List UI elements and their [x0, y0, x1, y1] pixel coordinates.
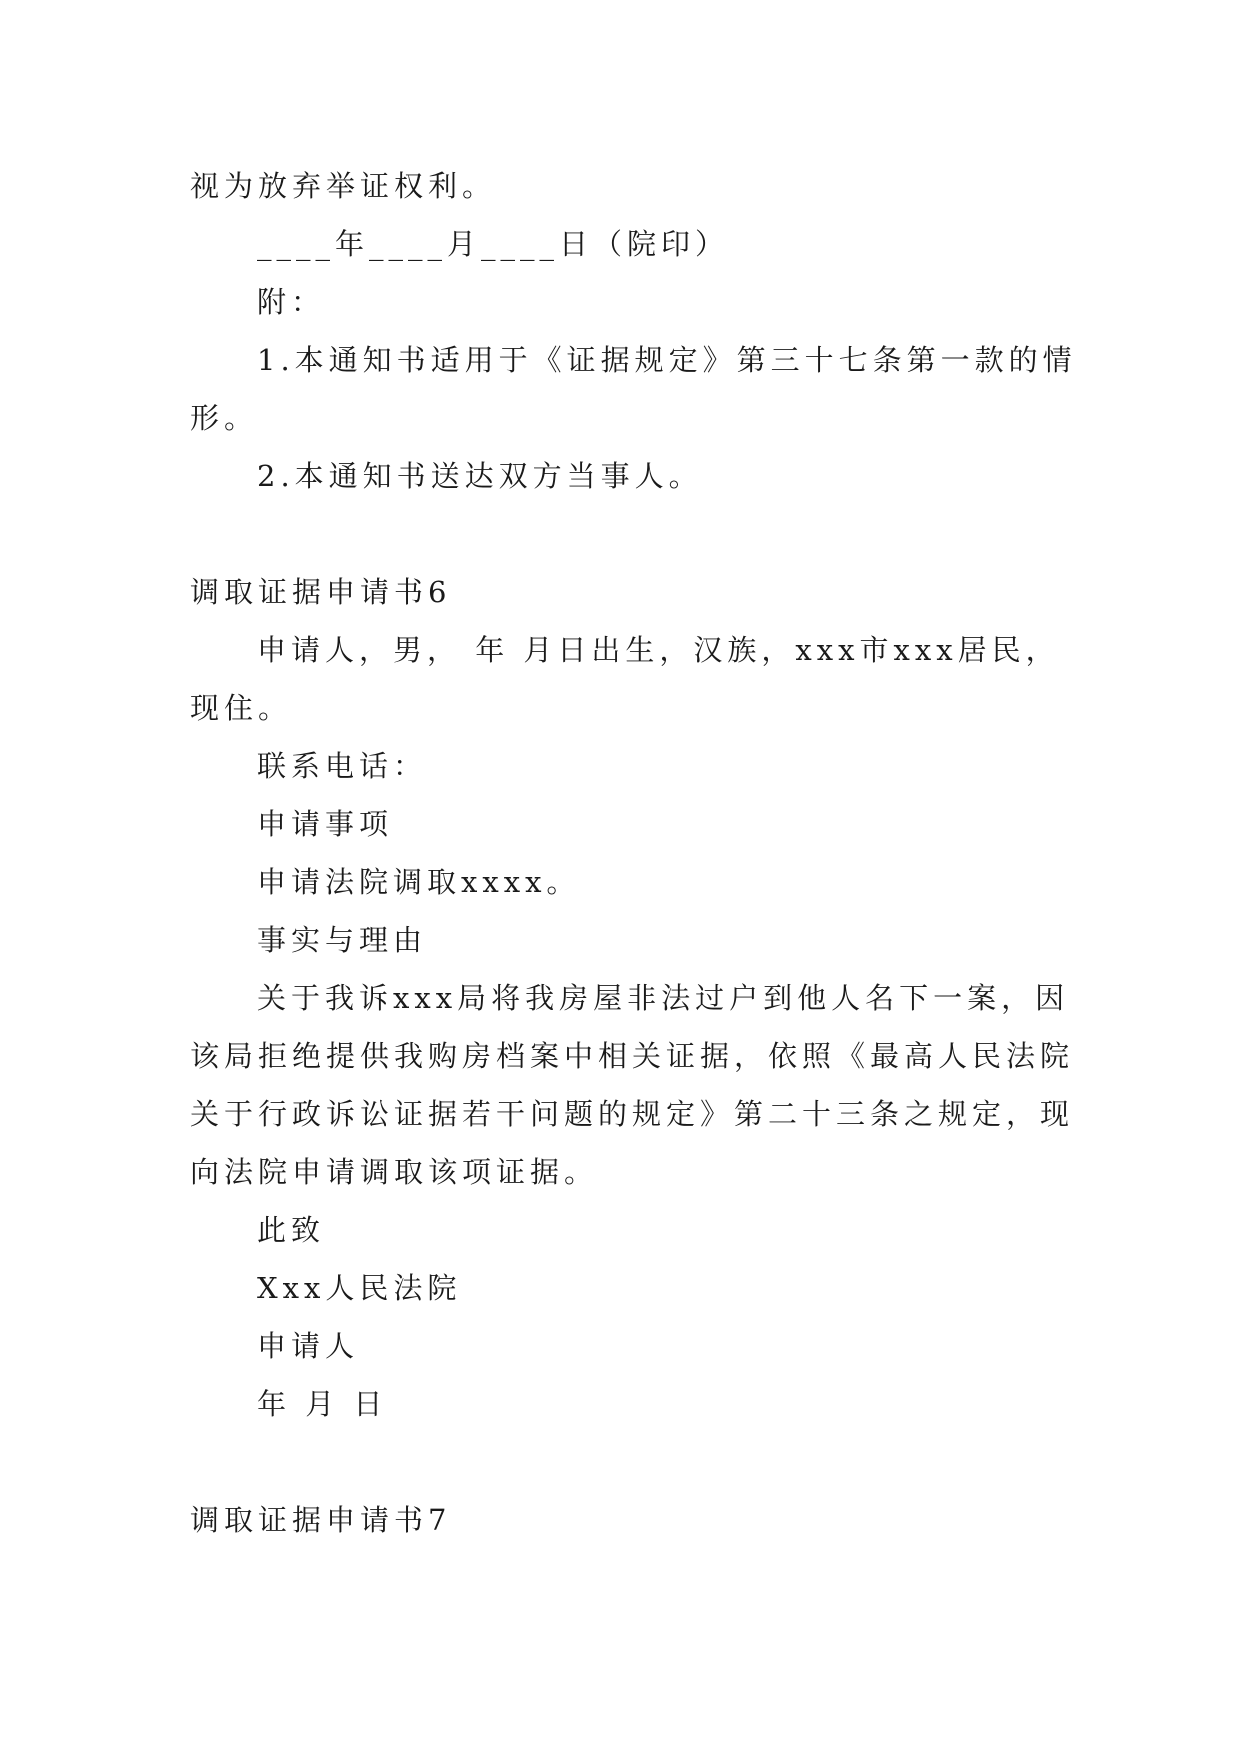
appendix-label: 附： — [257, 285, 326, 319]
recipient: Xxx人民法院 — [257, 1271, 462, 1305]
text-line: 现住。 — [190, 691, 293, 725]
section-heading: 调取证据申请书7 — [190, 1503, 452, 1537]
date-seal-line: ____年____月____日（院印） — [257, 227, 730, 261]
contact-phone-label: 联系电话： — [257, 749, 428, 783]
appendix-item-2: 2.本通知书送达双方当事人。 — [257, 459, 703, 493]
text-line: 关于行政诉讼证据若干问题的规定》第二十三条之规定，现 — [190, 1097, 1075, 1131]
salutation: 此致 — [257, 1213, 326, 1247]
text-line: 该局拒绝提供我购房档案中相关证据，依照《最高人民法院 — [190, 1039, 1075, 1073]
text-line: 申请法院调取xxxx。 — [257, 865, 581, 899]
appendix-item-1: 1.本通知书适用于《证据规定》第三十七条第一款的情 — [257, 343, 1077, 377]
subsection-heading: 事实与理由 — [257, 923, 428, 957]
section-heading: 调取证据申请书6 — [190, 575, 452, 609]
text-line: 形。 — [190, 401, 259, 435]
text-line: 关于我诉xxx局将我房屋非法过户到他人名下一案，因 — [257, 981, 1070, 1015]
date-line: 年 月 日 — [257, 1387, 388, 1421]
text-line: 向法院申请调取该项证据。 — [190, 1155, 599, 1189]
text-line: 视为放弃举证权利。 — [190, 169, 497, 203]
subsection-heading: 申请事项 — [257, 807, 394, 841]
applicant-info-line: 申请人，男， 年 月日出生，汉族，xxx市xxx居民， — [257, 633, 1060, 667]
signature-label: 申请人 — [257, 1329, 360, 1363]
